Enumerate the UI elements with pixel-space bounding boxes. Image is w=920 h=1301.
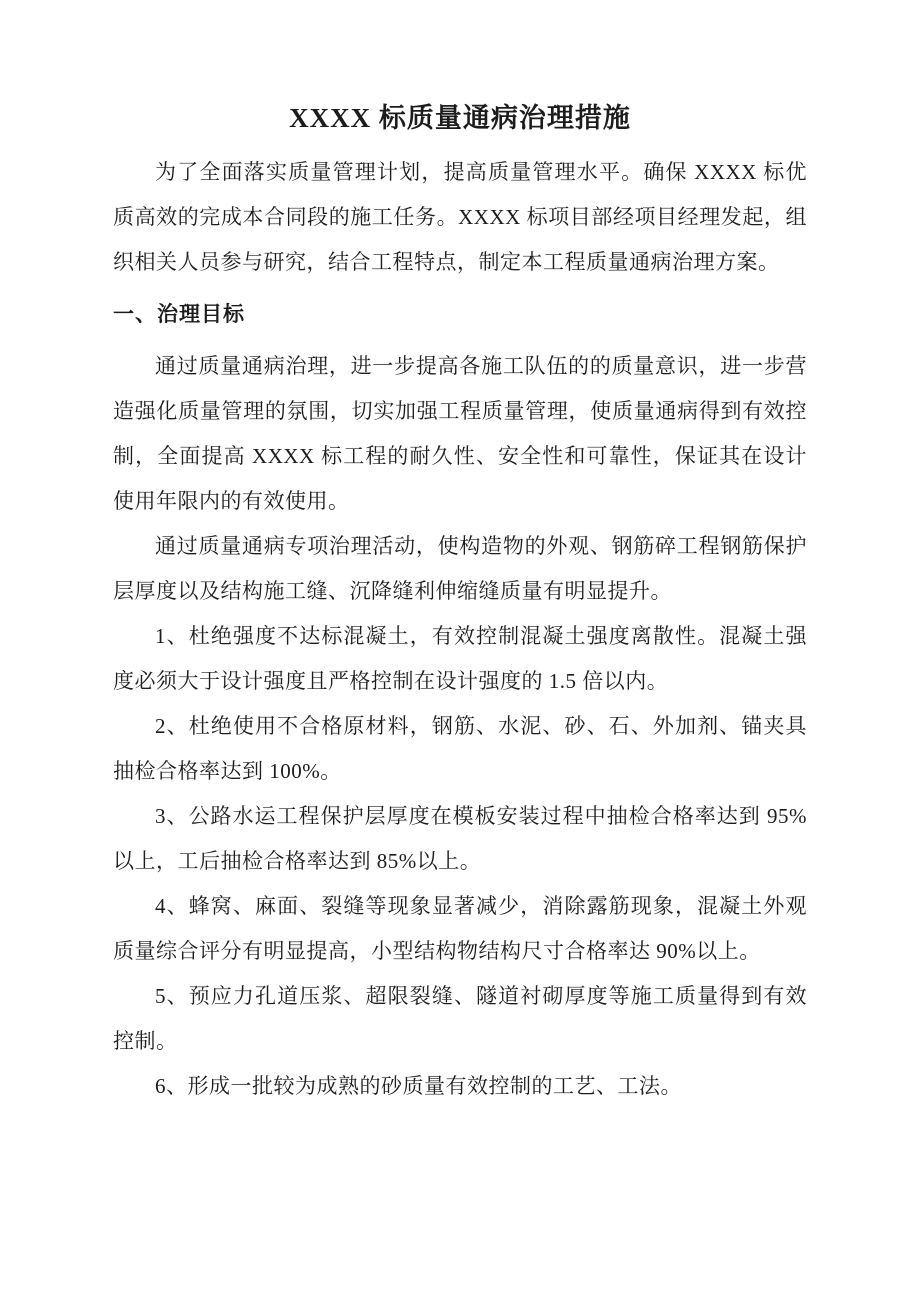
goal-item-1-paragraph: 1、杜绝强度不达标混凝土，有效控制混凝土强度离散性。混凝土强度必须大于设计强度且严格控制在设计强度的 1.5 倍以内。 [113, 624, 807, 693]
goal-item-2-paragraph: 2、杜绝使用不合格原材料，钢筋、水泥、砂、石、外加剂、锚夹具抽检合格率达到 100%。 [113, 714, 807, 783]
special-treatment-paragraph: 通过质量通病专项治理活动，使构造物的外观、钢筋碎工程钢筋保护层厚度以及结构施工缝、沉降缝利伸缩缝质量有明显提升。 [113, 534, 807, 603]
document-title: XXXX 标质量通病治理措施 [289, 103, 631, 133]
goal-overview-paragraph: 通过质量通病治理，进一步提高各施工队伍的的质量意识，进一步营造强化质量管理的氛围，切实加强工程质量管理，使质量通病得到有效控制，全面提高 XXXX 标工程的耐久性、安全性和可靠性，保证其在设计使用年限内的有效使用。 [113, 354, 807, 513]
intro-paragraph: 为了全面落实质量管理计划，提高质量管理水平。确保 XXXX 标优质高效的完成本合同段的施工任务。XXXX 标项目部经项目经理发起，组织相关人员参与研究，结合工程特点，制定本工程质量通病治理方案。 [113, 160, 807, 274]
goal-item-4-paragraph: 4、蜂窝、麻面、裂缝等现象显著减少，消除露筋现象，混凝土外观质量综合评分有明显提高，小型结构物结构尺寸合格率达 90%以上。 [113, 894, 807, 963]
goal-item-5-paragraph: 5、预应力孔道压浆、超限裂缝、隧道衬砌厚度等施工质量得到有效控制。 [113, 984, 807, 1053]
goal-item-6-paragraph: 6、形成一批较为成熟的砂质量有效控制的工艺、工法。 [155, 1074, 682, 1098]
section-heading-treatment-goals: 一、治理目标 [113, 303, 245, 326]
goal-item-3-paragraph: 3、公路水运工程保护层厚度在模板安装过程中抽检合格率达到 95%以上，工后抽检合格率达到 85%以上。 [113, 804, 807, 873]
